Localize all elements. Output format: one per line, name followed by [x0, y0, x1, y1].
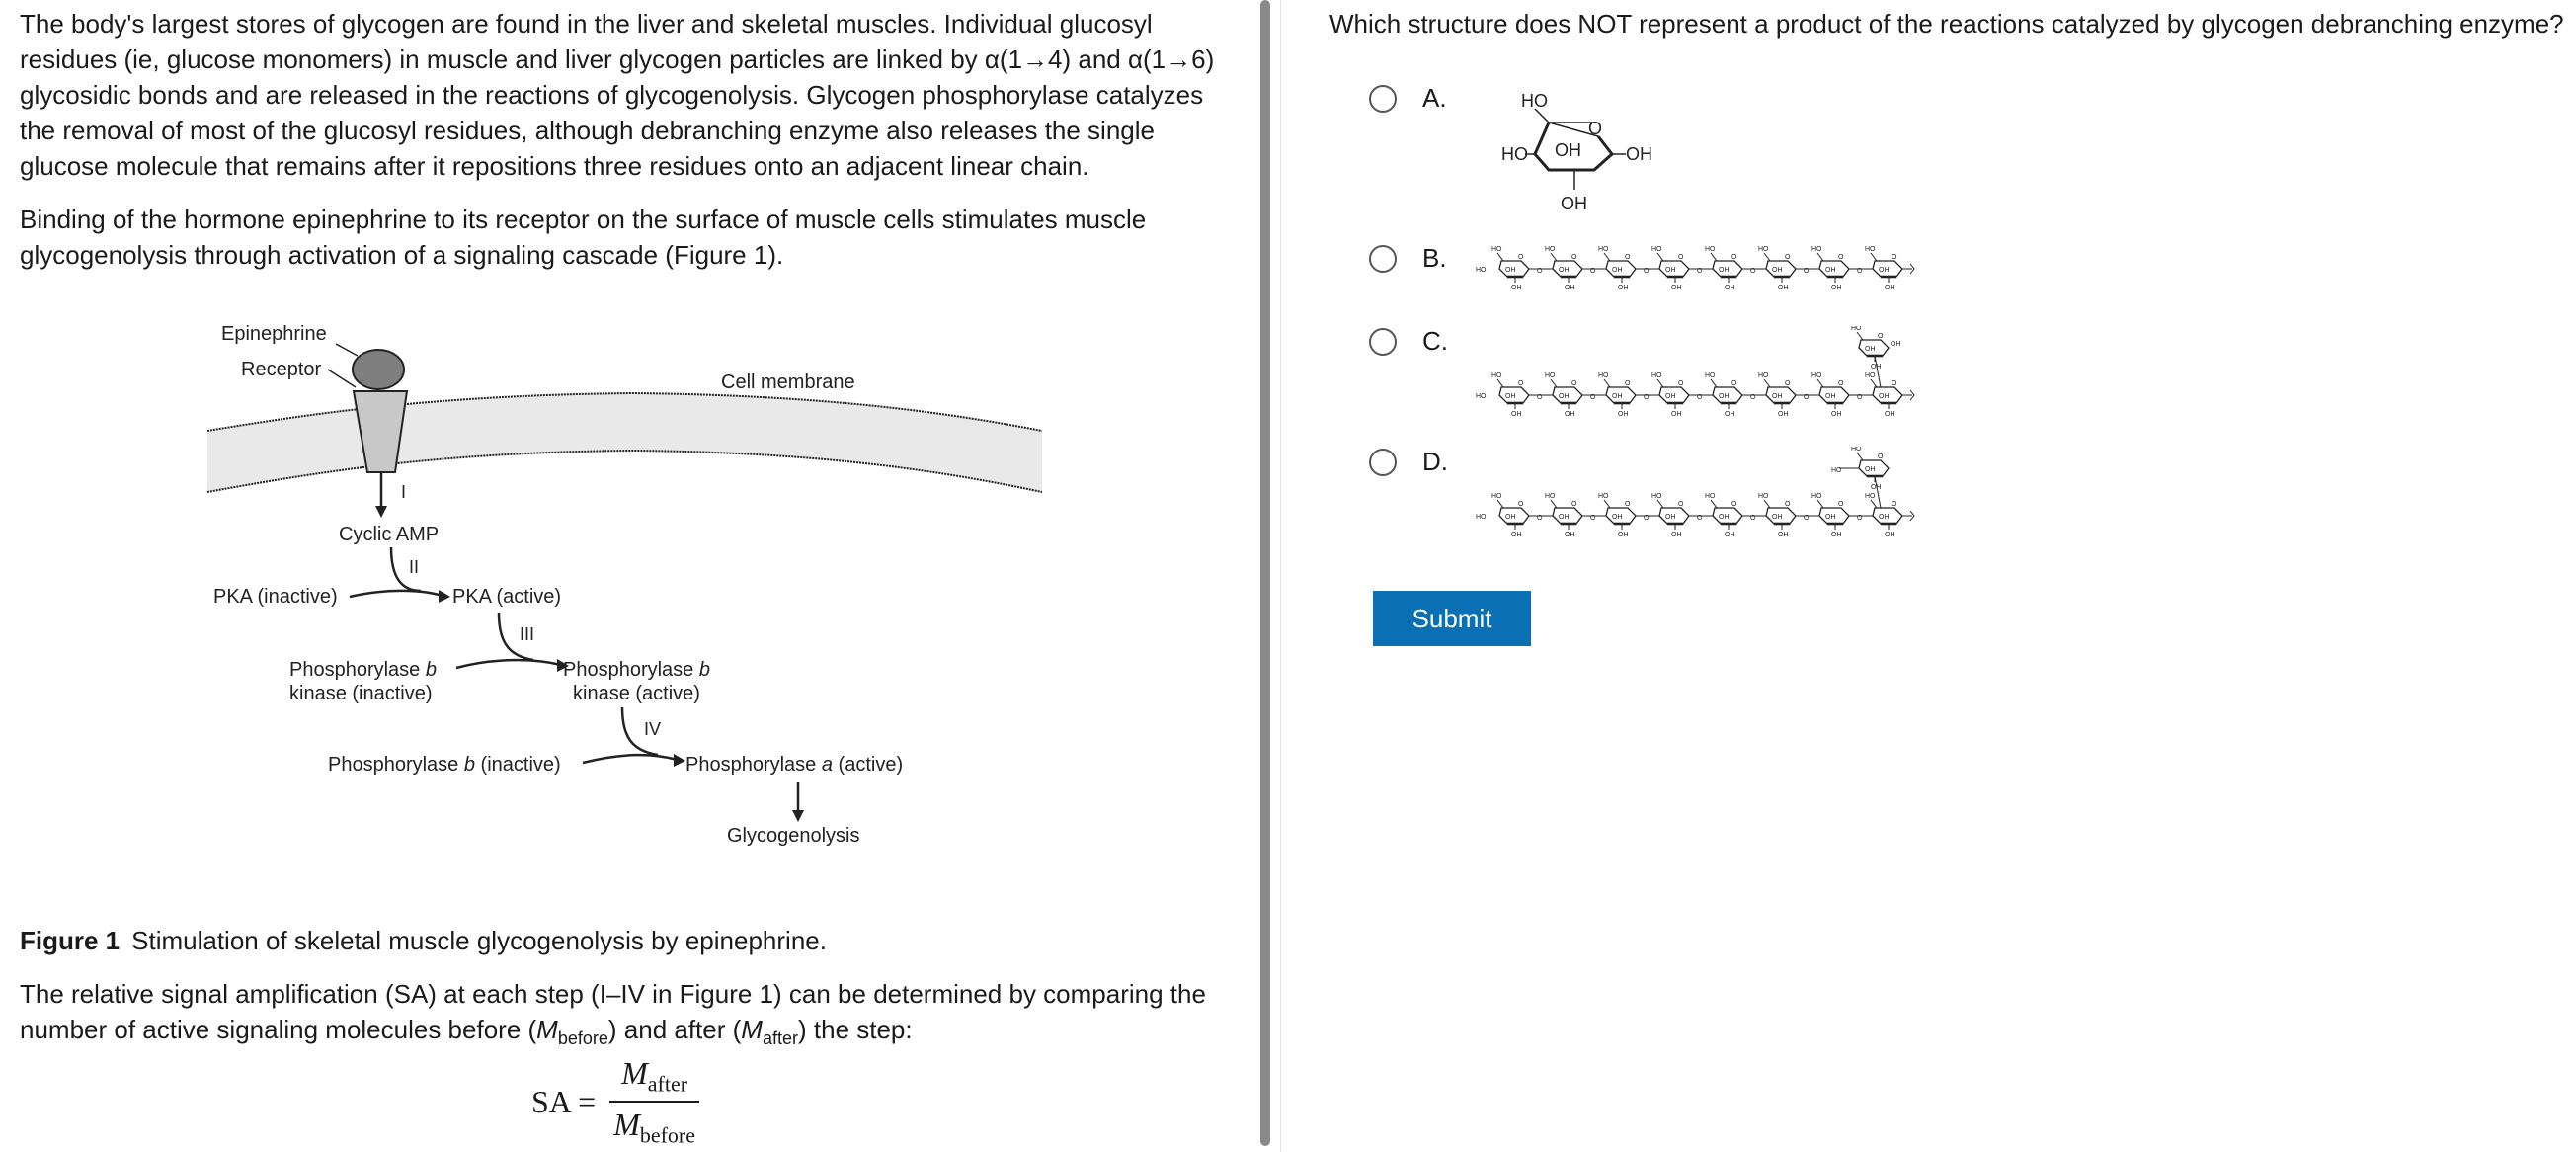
svg-text:O: O: [1785, 254, 1791, 261]
formula-numerator: $M_{after}$: [621, 1055, 688, 1097]
svg-text:OH: OH: [1725, 532, 1735, 538]
svg-text:O: O: [1857, 394, 1863, 401]
svg-text:O: O: [1804, 515, 1810, 522]
svg-text:OH: OH: [1891, 341, 1901, 348]
option-d-radio[interactable]: [1369, 449, 1397, 476]
svg-text:O: O: [1678, 501, 1684, 508]
svg-text:O: O: [1588, 119, 1603, 138]
passage-paragraph-1: The body's largest stores of glycogen are found in the liver and skeletal muscles. Individual glucosyl residues (ie, glucose monomers) in muscle and liver glycogen particles are linked by α(1→4) and α(1→6) glycosidic bonds and are released in the reactions of glycogenolysis. Glycogen phosphorylase catalyzes the removal of most of the glucosyl residues, although debranching enzyme also releases the single glucose molecule that remains after it repositions three residues onto an adjacent linear chain.: [20, 9, 1215, 181]
svg-text:OH: OH: [1778, 285, 1789, 291]
p3-sub-after: after: [762, 1029, 798, 1049]
svg-text:O: O: [1697, 268, 1703, 275]
option-c-letter: C.: [1422, 326, 1448, 356]
svg-text:HO: HO: [1865, 372, 1876, 379]
svg-text:OH: OH: [1885, 285, 1895, 291]
svg-text:O: O: [1785, 501, 1791, 508]
svg-text:OH: OH: [1778, 532, 1789, 538]
glycogenolysis-label: Glycogenolysis: [727, 825, 860, 847]
svg-text:OH: OH: [1865, 346, 1876, 353]
svg-text:OH: OH: [1885, 532, 1895, 538]
p3-m-after: M: [741, 1015, 763, 1044]
glycogenolysis-arrowhead: [792, 810, 804, 822]
svg-text:HO: HO: [1598, 493, 1609, 500]
step-4-arrowhead: [674, 754, 685, 767]
svg-text:OH: OH: [1511, 411, 1522, 418]
svg-text:HO: HO: [1811, 493, 1822, 500]
svg-text:OH: OH: [1772, 393, 1783, 400]
svg-text:OH: OH: [1612, 514, 1623, 521]
svg-text:OH: OH: [1671, 532, 1682, 538]
passage-pane: [0, 0, 1254, 1152]
svg-text:OH: OH: [1879, 267, 1890, 274]
svg-text:OH: OH: [1725, 411, 1735, 418]
glucose-ring: [1491, 372, 1529, 418]
svg-text:HO: HO: [1831, 467, 1842, 474]
step-3-arrow: [456, 660, 561, 668]
svg-text:HO: HO: [1851, 447, 1862, 453]
svg-text:O: O: [1571, 380, 1577, 387]
svg-text:OH: OH: [1618, 285, 1629, 291]
svg-text:OH: OH: [1561, 194, 1587, 213]
svg-text:HO: HO: [1491, 493, 1502, 500]
svg-text:OH: OH: [1618, 532, 1629, 538]
svg-text:O: O: [1518, 501, 1524, 508]
svg-text:O: O: [1537, 394, 1543, 401]
passage-paragraph-2: Binding of the hormone epinephrine to its receptor on the surface of muscle cells stimulates muscle glycogenolysis through activation of a signaling cascade (Figure 1).: [20, 205, 1147, 270]
divider-line: [1280, 0, 1281, 1152]
svg-text:OH: OH: [1505, 393, 1516, 400]
pane-splitter[interactable]: [1260, 0, 1270, 1146]
figure-caption-text: Stimulation of skeletal muscle glycogenolysis by epinephrine.: [131, 926, 827, 955]
svg-text:OH: OH: [1719, 514, 1730, 521]
svg-text:O: O: [1750, 268, 1756, 275]
step-3-label: III: [520, 624, 535, 644]
svg-text:OH: OH: [1772, 514, 1783, 521]
svg-text:HO: HO: [1851, 326, 1862, 332]
option-d[interactable]: [1369, 447, 1936, 555]
svg-text:O: O: [1590, 515, 1596, 522]
svg-text:OH: OH: [1565, 411, 1575, 418]
svg-text:HO: HO: [1811, 246, 1822, 253]
svg-text:OH: OH: [1825, 393, 1836, 400]
phos-kinase-inactive-label-line-1: Phosphorylase b: [289, 659, 437, 681]
svg-text:HO: HO: [1651, 246, 1662, 253]
svg-text:OH: OH: [1612, 267, 1623, 274]
svg-text:O: O: [1804, 268, 1810, 275]
svg-text:O: O: [1518, 380, 1524, 387]
svg-text:OH: OH: [1665, 267, 1676, 274]
svg-text:OH: OH: [1511, 532, 1522, 538]
svg-text:OH: OH: [1665, 514, 1676, 521]
svg-text:OH: OH: [1626, 144, 1652, 164]
svg-text:O: O: [1537, 515, 1543, 522]
svg-text:O: O: [1804, 394, 1810, 401]
svg-text:OH: OH: [1831, 532, 1842, 538]
svg-text:O: O: [1537, 268, 1543, 275]
svg-text:O: O: [1892, 380, 1897, 387]
svg-text:HO: HO: [1865, 246, 1876, 253]
p3-text-c: ) the step:: [798, 1015, 913, 1044]
svg-text:HO: HO: [1758, 246, 1769, 253]
svg-text:O: O: [1590, 394, 1596, 401]
svg-text:O: O: [1644, 394, 1650, 401]
svg-text:HO: HO: [1545, 372, 1556, 379]
svg-text:OH: OH: [1719, 267, 1730, 274]
figure-caption-label: Figure 1: [20, 926, 121, 955]
svg-text:HO: HO: [1651, 493, 1662, 500]
phos-kinase-active-label-line-2: kinase (active): [573, 683, 700, 704]
epinephrine-molecule: [353, 350, 404, 389]
svg-text:O: O: [1571, 254, 1577, 261]
svg-text:O: O: [1678, 380, 1684, 387]
svg-text:HO: HO: [1476, 267, 1487, 274]
svg-text:OH: OH: [1671, 285, 1682, 291]
svg-text:OH: OH: [1725, 285, 1735, 291]
svg-text:O: O: [1590, 268, 1596, 275]
svg-text:HO: HO: [1598, 246, 1609, 253]
svg-text:OH: OH: [1559, 514, 1570, 521]
svg-text:O: O: [1857, 268, 1863, 275]
option-b-radio[interactable]: [1369, 245, 1397, 273]
svg-text:OH: OH: [1778, 411, 1789, 418]
svg-text:O: O: [1838, 254, 1844, 261]
svg-text:HO: HO: [1598, 372, 1609, 379]
svg-text:HO: HO: [1476, 514, 1487, 521]
svg-text:O: O: [1750, 394, 1756, 401]
membrane-band: [207, 393, 1042, 492]
svg-text:O: O: [1731, 380, 1737, 387]
sa-formula: [531, 1055, 699, 1149]
svg-text:O: O: [1838, 380, 1844, 387]
svg-text:OH: OH: [1511, 285, 1522, 291]
svg-text:OH: OH: [1825, 514, 1836, 521]
option-a-letter: A.: [1422, 83, 1447, 113]
svg-text:OH: OH: [1772, 267, 1783, 274]
svg-text:HO: HO: [1476, 393, 1487, 400]
svg-text:OH: OH: [1665, 393, 1676, 400]
svg-text:OH: OH: [1671, 411, 1682, 418]
svg-text:O: O: [1892, 254, 1897, 261]
svg-text:OH: OH: [1865, 466, 1876, 473]
linear-chain-structure: [1472, 243, 1936, 302]
svg-text:OH: OH: [1831, 411, 1842, 418]
svg-text:O: O: [1697, 515, 1703, 522]
phos-a-active-label: Phosphorylase a (active): [685, 754, 904, 776]
svg-text:O: O: [1750, 515, 1756, 522]
svg-text:OH: OH: [1871, 364, 1882, 370]
option-b-letter: B.: [1422, 243, 1447, 273]
formula-fraction: [609, 1055, 699, 1149]
step-4-arrow: [583, 755, 678, 763]
svg-text:O: O: [1678, 254, 1684, 261]
svg-text:HO: HO: [1545, 246, 1556, 253]
epinephrine-label: Epinephrine: [221, 323, 327, 345]
submit-button[interactable]: Submit: [1373, 591, 1531, 646]
svg-text:OH: OH: [1565, 285, 1575, 291]
option-b[interactable]: [1369, 243, 1936, 302]
svg-text:O: O: [1838, 501, 1844, 508]
pka-active-label: PKA (active): [452, 586, 562, 608]
formula-lhs: SA =: [531, 1083, 597, 1119]
svg-text:HO: HO: [1705, 372, 1716, 379]
question-text: Which structure does NOT represent a product of the reactions catalyzed by glycogen debranching enzyme?: [1329, 9, 2564, 39]
double-branch-chain-structure: [1472, 447, 1936, 555]
epinephrine-leader: [336, 344, 358, 356]
phos-b-inactive-label: Phosphorylase b (inactive): [328, 754, 561, 776]
question-pane: [1314, 0, 2568, 1152]
svg-text:HO: HO: [1501, 144, 1528, 164]
svg-text:HO: HO: [1758, 372, 1769, 379]
p3-m-before: M: [536, 1015, 558, 1044]
phos-kinase-inactive-label-line-2: kinase (inactive): [289, 683, 433, 704]
cyclic-amp-label: Cyclic AMP: [339, 524, 440, 545]
option-c-radio[interactable]: [1369, 328, 1397, 356]
svg-text:O: O: [1625, 501, 1631, 508]
svg-text:OH: OH: [1559, 267, 1570, 274]
svg-text:OH: OH: [1618, 411, 1629, 418]
cell-membrane-label: Cell membrane: [721, 371, 855, 393]
svg-text:HO: HO: [1651, 372, 1662, 379]
svg-text:OH: OH: [1831, 285, 1842, 291]
svg-text:O: O: [1625, 254, 1631, 261]
svg-text:HO: HO: [1491, 372, 1502, 379]
p3-text-a: The relative signal amplification (SA) at each step (I–IV in Figure 1) can be determined by comparing the number of active signaling molecules before (: [20, 979, 1206, 1044]
svg-text:OH: OH: [1505, 267, 1516, 274]
svg-text:HO: HO: [1811, 372, 1822, 379]
svg-text:O: O: [1878, 333, 1884, 340]
p3-sub-before: before: [557, 1029, 608, 1049]
glucose-ring: [1851, 326, 1889, 370]
svg-text:HO: HO: [1758, 493, 1769, 500]
figure-1-diagram: [198, 314, 1067, 867]
svg-text:HO: HO: [1491, 246, 1502, 253]
svg-text:OH: OH: [1559, 393, 1570, 400]
svg-text:O: O: [1625, 380, 1631, 387]
svg-text:O: O: [1644, 515, 1650, 522]
svg-text:O: O: [1697, 394, 1703, 401]
fraction-bar: [609, 1101, 699, 1103]
svg-text:HO: HO: [1545, 493, 1556, 500]
option-c[interactable]: [1369, 326, 1936, 435]
option-a-radio[interactable]: [1369, 85, 1397, 113]
svg-text:OH: OH: [1885, 411, 1895, 418]
receptor-leader: [328, 370, 356, 387]
step-2-arrowhead: [439, 590, 450, 603]
svg-text:HO: HO: [1865, 493, 1876, 500]
step-1-arrowhead: [375, 506, 387, 518]
option-d-letter: D.: [1422, 447, 1448, 476]
svg-text:OH: OH: [1871, 484, 1882, 491]
step-4-label: IV: [644, 719, 662, 739]
svg-text:OH: OH: [1555, 140, 1581, 160]
receptor-label: Receptor: [241, 359, 322, 380]
svg-text:HO: HO: [1705, 493, 1716, 500]
svg-text:OH: OH: [1879, 514, 1890, 521]
svg-text:HO: HO: [1521, 91, 1548, 111]
figure-caption: [20, 923, 827, 958]
pka-inactive-label: PKA (inactive): [213, 586, 338, 608]
step-2-label: II: [409, 557, 420, 577]
svg-text:HO: HO: [1705, 246, 1716, 253]
option-a[interactable]: [1369, 83, 1669, 221]
svg-text:O: O: [1731, 501, 1737, 508]
svg-text:OH: OH: [1612, 393, 1623, 400]
svg-text:O: O: [1518, 254, 1524, 261]
svg-text:O: O: [1878, 453, 1884, 460]
single-branch-chain-structure: [1472, 326, 1936, 435]
glucose-ring: [1491, 493, 1529, 538]
svg-text:OH: OH: [1505, 514, 1516, 521]
phos-kinase-active-label-line-1: Phosphorylase b: [563, 659, 710, 681]
svg-text:OH: OH: [1879, 393, 1890, 400]
svg-text:OH: OH: [1565, 532, 1575, 538]
svg-text:O: O: [1731, 254, 1737, 261]
svg-text:O: O: [1571, 501, 1577, 508]
glucose-monomer-structure: [1472, 83, 1669, 221]
svg-text:OH: OH: [1719, 393, 1730, 400]
formula-denominator: $M_{before}$: [613, 1107, 696, 1148]
svg-text:O: O: [1857, 515, 1863, 522]
passage-paragraph-3: [20, 976, 1235, 1056]
p3-text-b: ) and after (: [607, 1015, 742, 1044]
step-2-arrow: [350, 591, 443, 597]
svg-text:O: O: [1892, 501, 1897, 508]
glucose-ring: [1491, 246, 1529, 291]
svg-text:O: O: [1644, 268, 1650, 275]
svg-text:O: O: [1785, 380, 1791, 387]
svg-text:OH: OH: [1825, 267, 1836, 274]
step-1-label: I: [401, 482, 407, 502]
